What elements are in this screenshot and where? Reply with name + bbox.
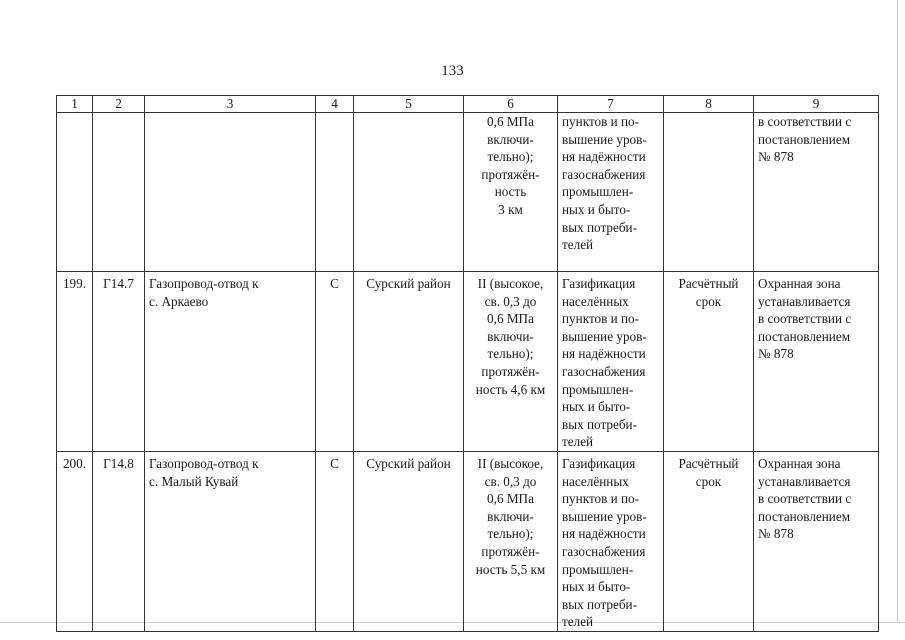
zone-cell: Охранная зона устанавливается в соответствии с постановлением № 878 xyxy=(754,272,879,452)
object-kind: С xyxy=(316,451,354,631)
pressure-cell: II (высокое, св. 0,3 до 0,6 МПа включи- тельно); протяжён- ность 5,5 км xyxy=(464,451,558,631)
object-code: Г14.8 xyxy=(93,451,145,631)
purpose-cell: Газификация населённых пунктов и по- вышение уров- ня надёжности газоснабжения промышлен- ных и быто- вых потреби- телей xyxy=(558,272,664,452)
pressure-cell: 0,6 МПа включи- тельно); протяжён- ность 3 км xyxy=(464,113,558,272)
zone-cell: в соответствии с постановлением № 878 xyxy=(754,113,879,272)
header-cell: 8 xyxy=(664,96,754,113)
table-row xyxy=(57,272,879,452)
empty-cell xyxy=(354,113,464,272)
header-cell: 1 xyxy=(57,96,93,113)
object-name: Газопровод-отвод к с. Малый Кувай xyxy=(145,451,316,631)
empty-cell xyxy=(57,113,93,272)
pressure-cell: II (высокое, св. 0,3 до 0,6 МПа включи- тельно); протяжён- ность 4,6 км xyxy=(464,272,558,452)
empty-cell xyxy=(93,113,145,272)
registry-table xyxy=(56,95,879,632)
purpose-cell: пунктов и по- вышение уров- ня надёжности газоснабжения промышлен- ных и быто- вых потреби- телей xyxy=(558,113,664,272)
district-cell: Сурский район xyxy=(354,272,464,452)
zone-cell: Охранная зона устанавливается в соответствии с постановлением № 878 xyxy=(754,451,879,631)
district-cell: Сурский район xyxy=(354,451,464,631)
empty-cell xyxy=(145,113,316,272)
page-edge-right xyxy=(897,0,898,622)
page-number: 133 xyxy=(441,63,464,79)
term-cell: Расчётный срок xyxy=(664,272,754,452)
header-cell: 6 xyxy=(464,96,558,113)
header-cell: 4 xyxy=(316,96,354,113)
object-kind: С xyxy=(316,272,354,452)
empty-cell xyxy=(316,113,354,272)
header-cell: 7 xyxy=(558,96,664,113)
header-cell: 2 xyxy=(93,96,145,113)
empty-cell xyxy=(664,113,754,272)
header-row xyxy=(57,96,879,113)
row-number: 200. xyxy=(57,451,93,631)
table-row xyxy=(57,451,879,631)
object-code: Г14.7 xyxy=(93,272,145,452)
object-name: Газопровод-отвод к с. Аркаево xyxy=(145,272,316,452)
row-number: 199. xyxy=(57,272,93,452)
continuation-row xyxy=(57,113,879,272)
header-cell: 9 xyxy=(754,96,879,113)
purpose-cell: Газификация населённых пунктов и по- вышение уров- ня надёжности газоснабжения промышлен- ных и быто- вых потреби- телей xyxy=(558,451,664,631)
term-cell: Расчётный срок xyxy=(664,451,754,631)
header-cell: 3 xyxy=(145,96,316,113)
header-cell: 5 xyxy=(354,96,464,113)
